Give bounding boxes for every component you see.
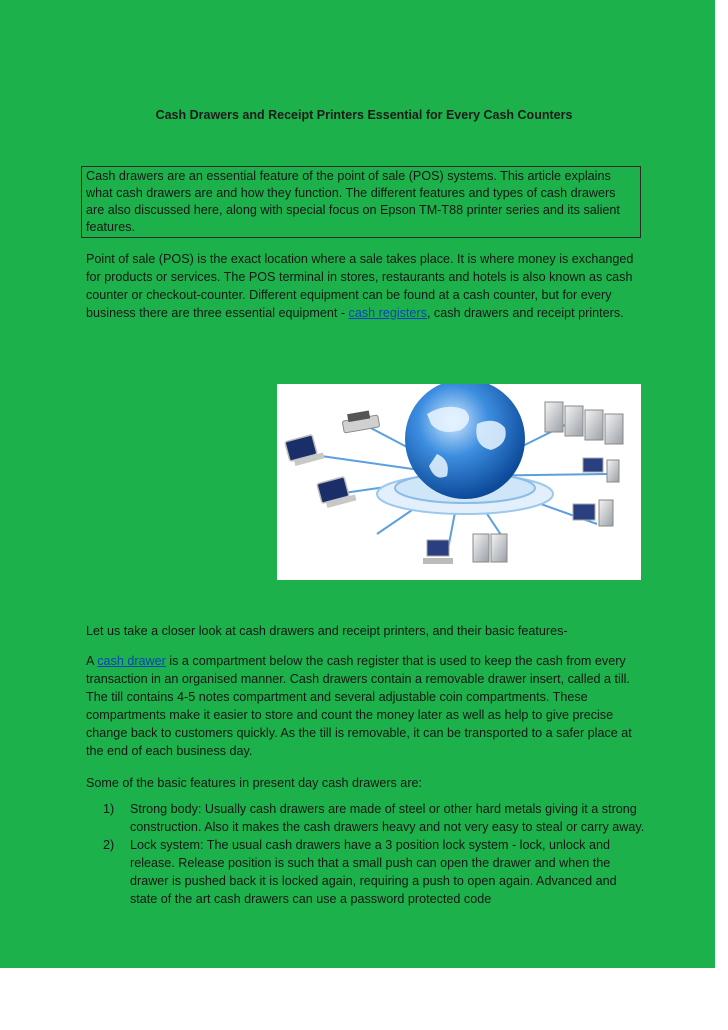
- list-number: 2): [103, 838, 115, 852]
- list-item: [86, 800, 646, 836]
- cash-registers-link[interactable]: cash registers: [348, 306, 427, 320]
- list-text: Strong body: Usually cash drawers are made of steel or other hard metals giving it a strong construction. Also it makes the cash drawers heavy and not very easy to steal or carry away.: [130, 802, 645, 834]
- list-number: 1): [103, 802, 115, 816]
- closer-look-line: Let us take a closer look at cash drawers and receipt printers, and their basic features-: [86, 624, 568, 638]
- cash-drawer-link[interactable]: cash drawer: [97, 654, 166, 668]
- list-item: [86, 836, 646, 908]
- cash-drawer-before: A: [86, 654, 98, 668]
- pos-paragraph: [86, 250, 646, 322]
- features-intro: Some of the basic features in present day cash drawers are:: [86, 776, 423, 790]
- pos-paragraph-after: , cash drawers and receipt printers.: [426, 306, 624, 320]
- document-title: Cash Drawers and Receipt Printers Essential for Every Cash Counters: [155, 108, 573, 122]
- features-list: [86, 800, 646, 908]
- network-globe-icon: [277, 384, 641, 580]
- network-figure: [277, 384, 641, 580]
- abstract-box: Cash drawers are an essential feature of the point of sale (POS) systems. This article explains what cash drawers are and how they function. The different features and types of cash drawers are also discussed here, along with special focus on Epson TM-T88 printer series and its salient features.: [81, 166, 641, 238]
- pos-paragraph-text: Point of sale (POS) is the exact location where a sale takes place. It is where money is exchanged for products or services. The POS terminal in stores, restaurants and hotels is also known as cash counter or checkout-counter. Different equipment can be found at a cash counter, but for every business there are three essential equipment -: [86, 252, 634, 320]
- cash-drawer-text: is a compartment below the cash register that is used to keep the cash from every transaction in an organised manner. Cash drawers contain a removable drawer insert, called a till. The till contains 4-5 notes compartment and several adjustable coin compartments. These compartments make it easier to store and count the money later as well as help to give precise change back to customers quickly. As the till is removable, it can be transported to a safer place at the end of each business day.: [86, 654, 632, 758]
- cash-drawer-paragraph: [86, 652, 646, 760]
- list-text: Lock system: The usual cash drawers have a 3 position lock system - lock, unlock and release. Release position is such that a small push can open the drawer and when the drawer is pushed back it is locked again, requiring a push to open again. Advanced and state of the art cash drawers can use a password protected code: [130, 838, 617, 906]
